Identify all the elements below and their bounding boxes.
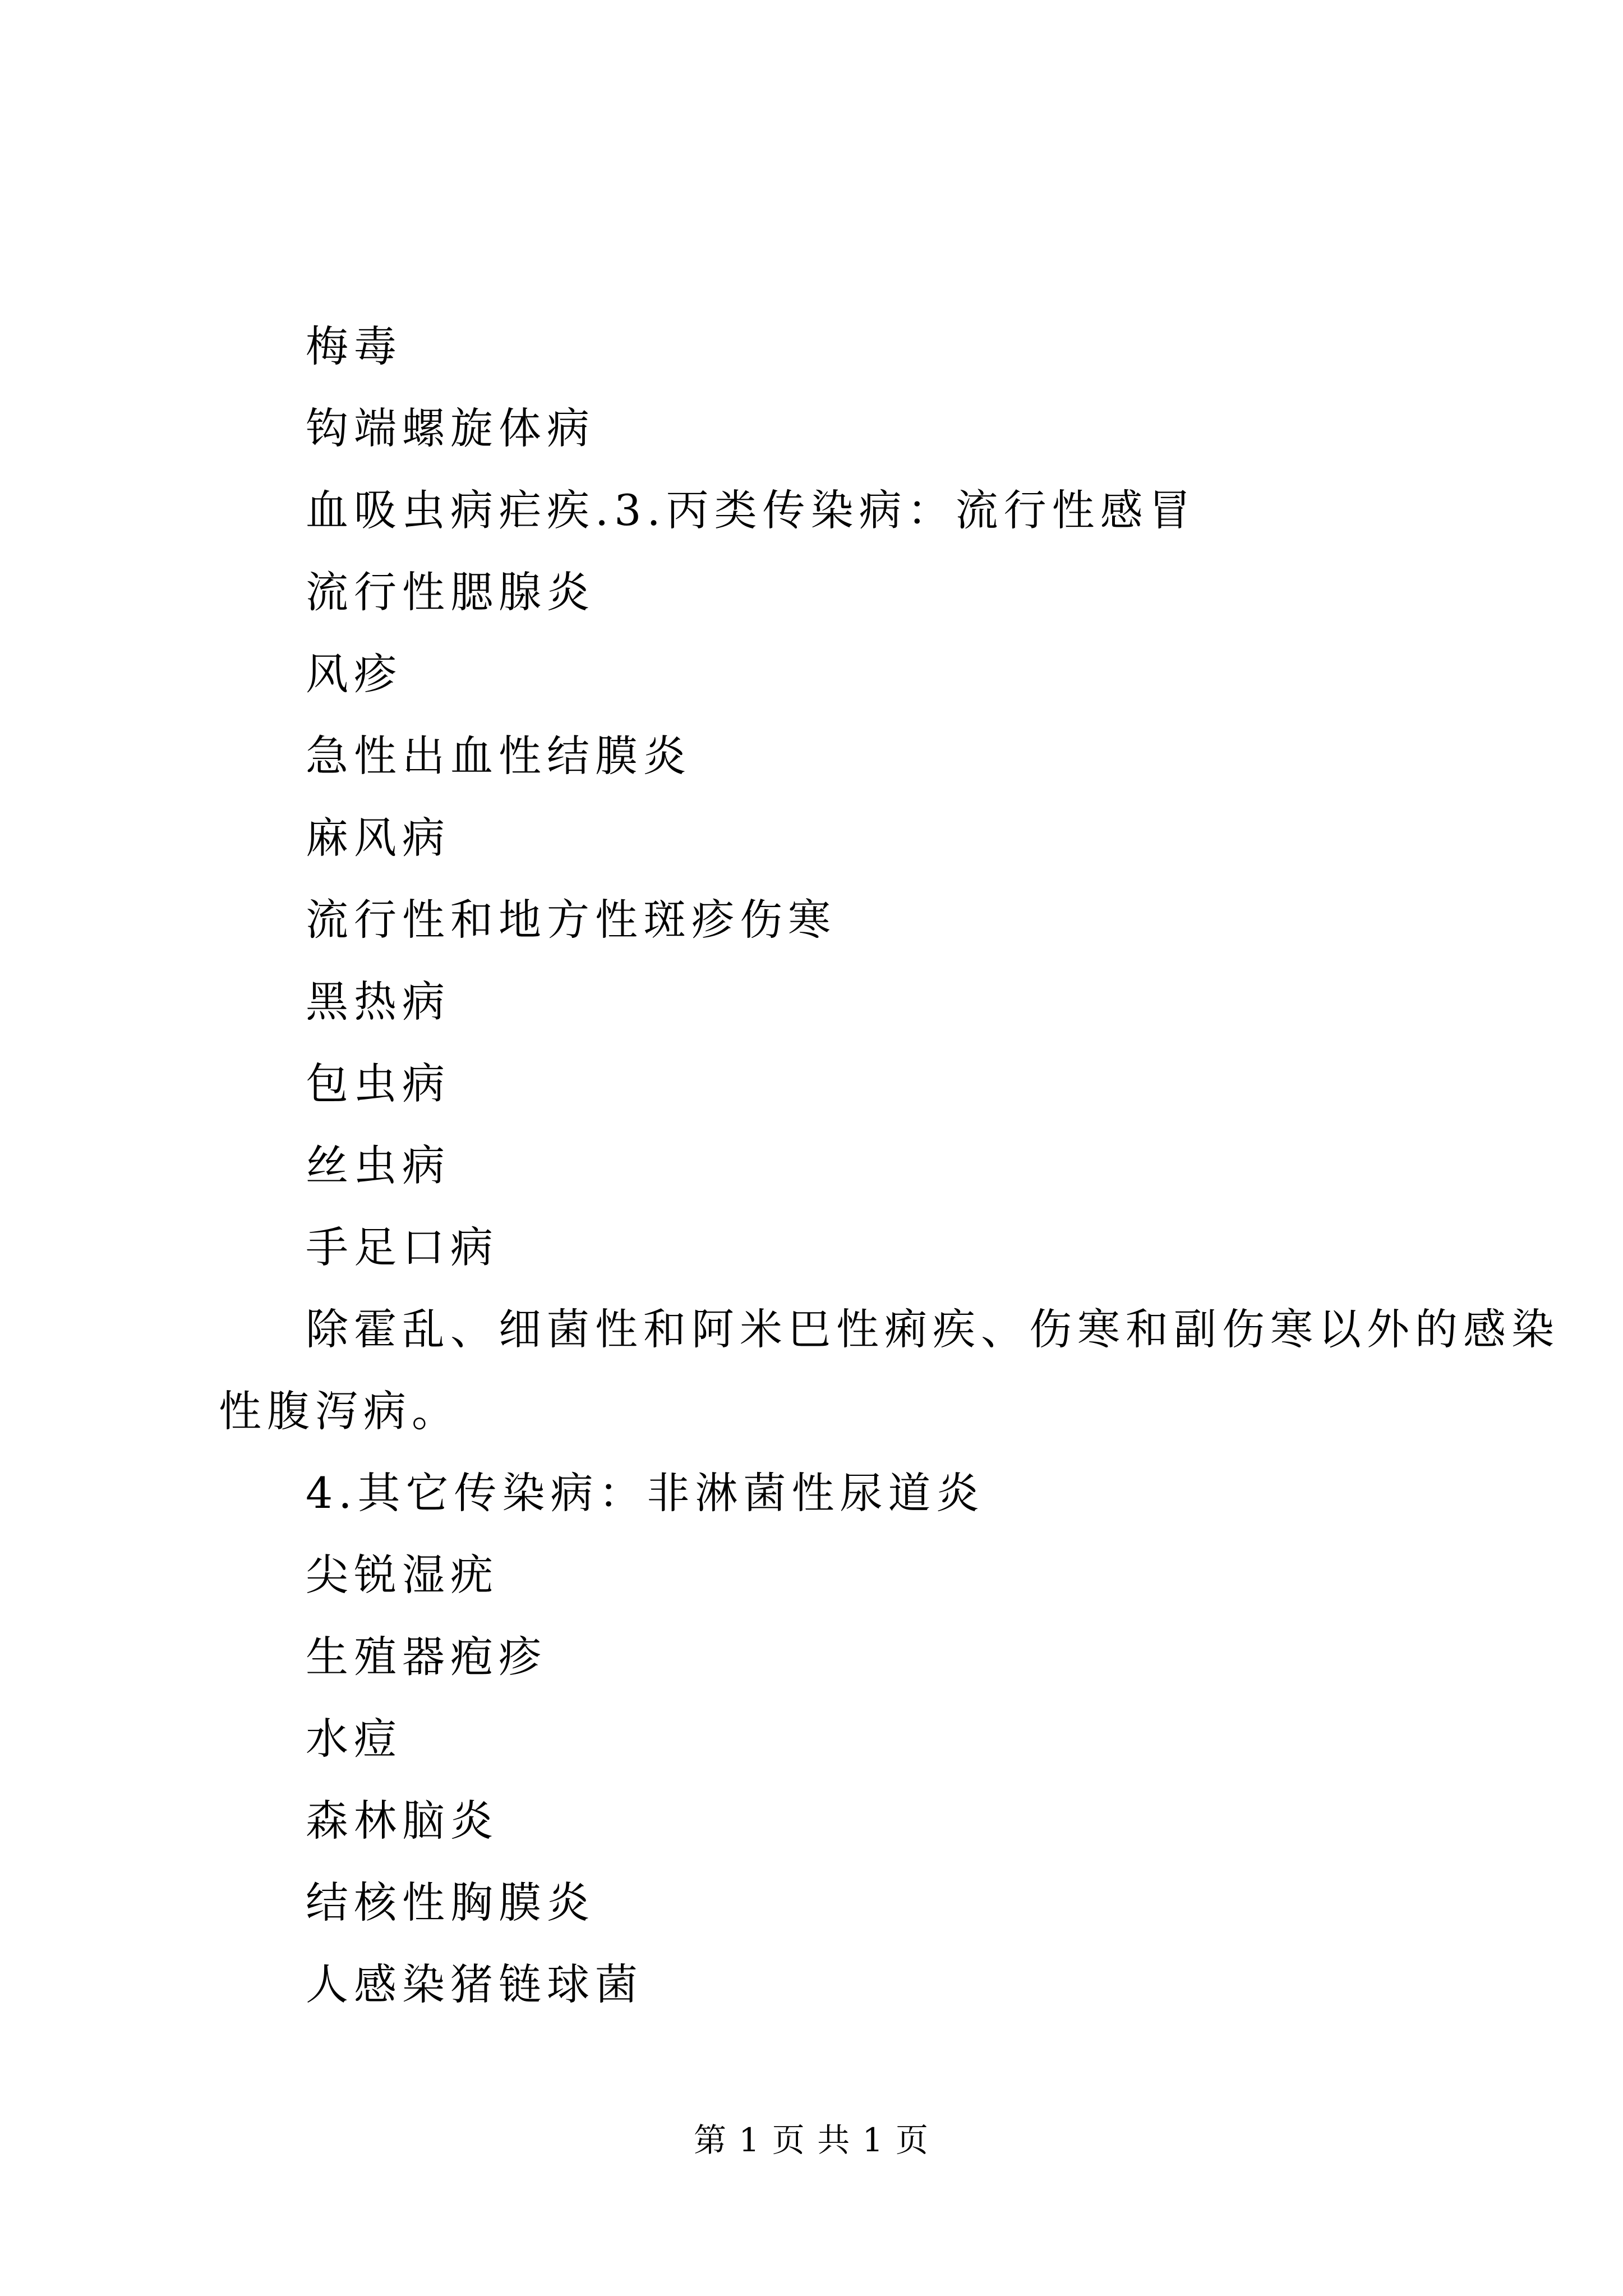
text-line: 流行性和地方性斑疹伤寒: [306, 895, 836, 945]
text-line: 4.其它传染病：非淋菌性尿道炎: [306, 1468, 985, 1518]
text-line: 风疹: [306, 649, 402, 699]
text-line: 梅毒: [306, 321, 402, 371]
text-line: 人感染猪链球菌: [306, 1959, 643, 2009]
document-body: [219, 306, 1560, 2026]
text-line: 钩端螺旋体病: [306, 403, 595, 453]
text-line: 结核性胸膜炎: [306, 1878, 595, 1927]
text-line: 急性出血性结膜炎: [306, 731, 691, 781]
text-line: 尖锐湿疣: [306, 1550, 499, 1600]
text-line: 水痘: [306, 1714, 402, 1764]
text-line: 手足口病: [306, 1222, 499, 1272]
text-line: 森林脑炎: [306, 1796, 499, 1846]
text-line-continuation: 性腹泻病。: [219, 1386, 460, 1436]
text-line: 包虫病: [306, 1059, 450, 1108]
text-line: 麻风病: [306, 813, 450, 863]
text-line: 除霍乱、细菌性和阿米巴性痢疾、伤寒和副伤寒以外的感染: [306, 1304, 1560, 1354]
text-line: 黑热病: [306, 977, 450, 1027]
text-line: 丝虫病: [306, 1140, 450, 1190]
text-line: 流行性腮腺炎: [306, 567, 595, 617]
text-line: 血吸虫病疟疾.3.丙类传染病：流行性感冒: [306, 485, 1197, 535]
page-footer: 第 1 页 共 1 页: [694, 2121, 929, 2159]
text-line: 生殖器疱疹: [306, 1632, 547, 1682]
